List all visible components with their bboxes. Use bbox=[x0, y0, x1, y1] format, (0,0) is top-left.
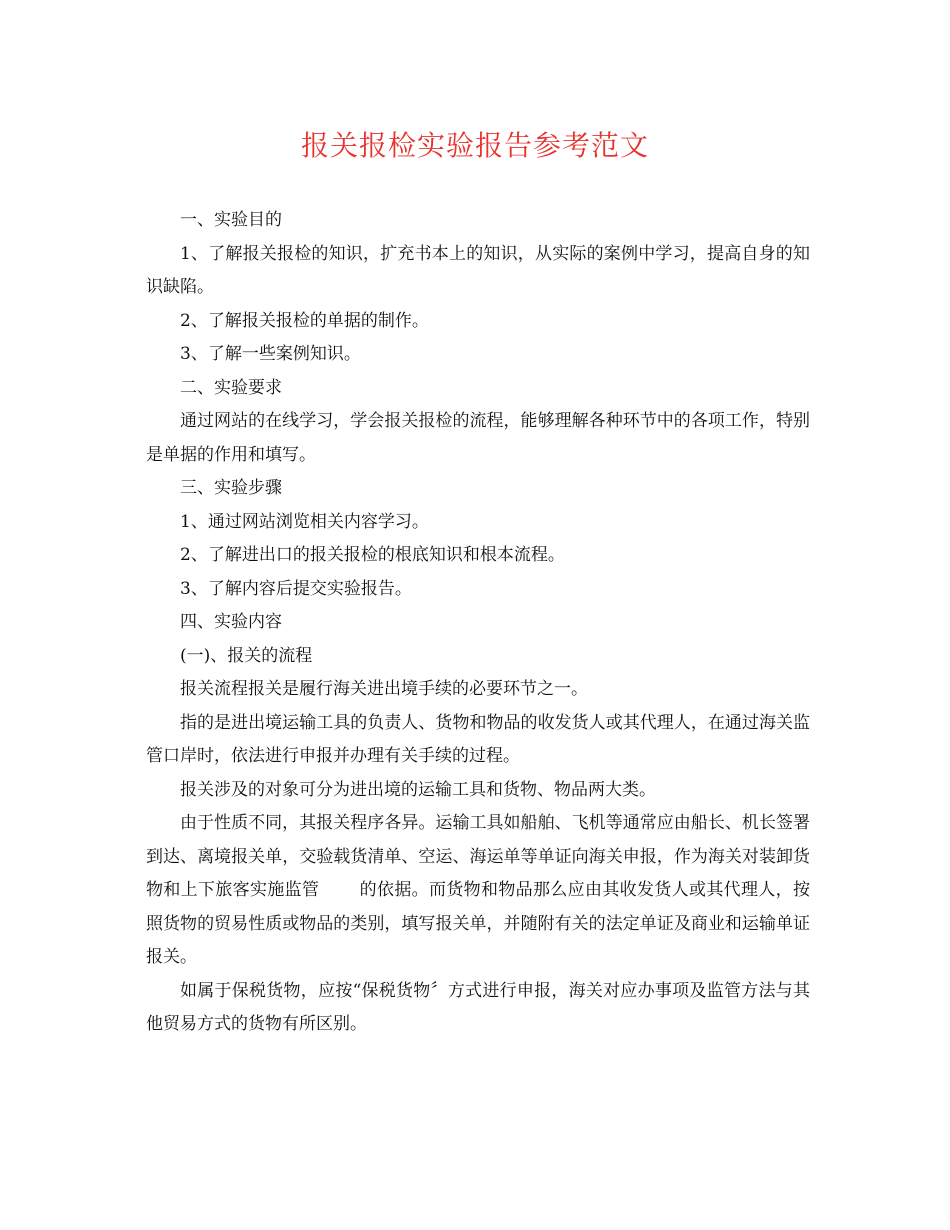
document-body bbox=[146, 204, 810, 1042]
heading-section-3: 三、实验步骤 bbox=[180, 478, 282, 498]
heading-section-1: 一、实验目的 bbox=[180, 210, 282, 230]
paragraph-12: 如属于保税货物，应按“保税货物〞方式进行申报，海关对应办事项及监管方法与其他贸易方式的货物有所区别。 bbox=[146, 980, 810, 1034]
heading-section-4: 四、实验内容 bbox=[180, 612, 282, 632]
paragraph-9: 指的是进出境运输工具的负责人、货物和物品的收发货人或其代理人，在通过海关监管口岸时，依法进行申报并办理有关手续的过程。 bbox=[146, 712, 810, 766]
paragraph-11-part-2: 的依据。而货物和物品那么应由其收发货人或其代理人，按照货物的贸易性质或物品的类别，填写报关单，并随附有关的法定单证及商业和运输单证报关。 bbox=[146, 880, 811, 967]
paragraph-8: 报关流程报关是履行海关进出境手续的必要环节之一。 bbox=[180, 679, 588, 699]
paragraph-2: 2、了解报关报检的单据的制作。 bbox=[180, 310, 429, 331]
heading-section-2: 二、实验要求 bbox=[180, 377, 282, 398]
paragraph-5: 1、通过网站浏览相关内容学习。 bbox=[180, 511, 429, 532]
paragraph-10: 报关涉及的对象可分为进出境的运输工具和货物、物品两大类。 bbox=[180, 779, 656, 800]
paragraph-6: 2、了解进出口的报关报检的根底知识和根本流程。 bbox=[180, 545, 565, 565]
paragraph-3: 3、了解一些案例知识。 bbox=[180, 344, 361, 364]
paragraph-1: 1、了解报关报检的知识，扩充书本上的知识，从实际的案例中学习，提高自身的知识缺陷。 bbox=[146, 243, 810, 297]
paragraph-11 bbox=[146, 807, 810, 975]
paragraph-11-part-1: 由于性质不同，其报关程序各异。运输工具如船舶、飞机等通常应由船长、机长签署到达、离境报关单，交验载货清单、空运、海运单等单证向海关申报，作为海关对装卸货物和上下旅客实施监管 bbox=[146, 813, 810, 900]
paragraph-4: 通过网站的在线学习，学会报关报检的流程，能够理解各种环节中的各项工作，特别是单据的作用和填写。 bbox=[146, 411, 810, 465]
document-title: 报关报检实验报告参考范文 bbox=[300, 129, 649, 162]
subheading-customs-process: (一)、报关的流程 bbox=[180, 645, 313, 666]
paragraph-7: 3、了解内容后提交实验报告。 bbox=[180, 578, 412, 599]
